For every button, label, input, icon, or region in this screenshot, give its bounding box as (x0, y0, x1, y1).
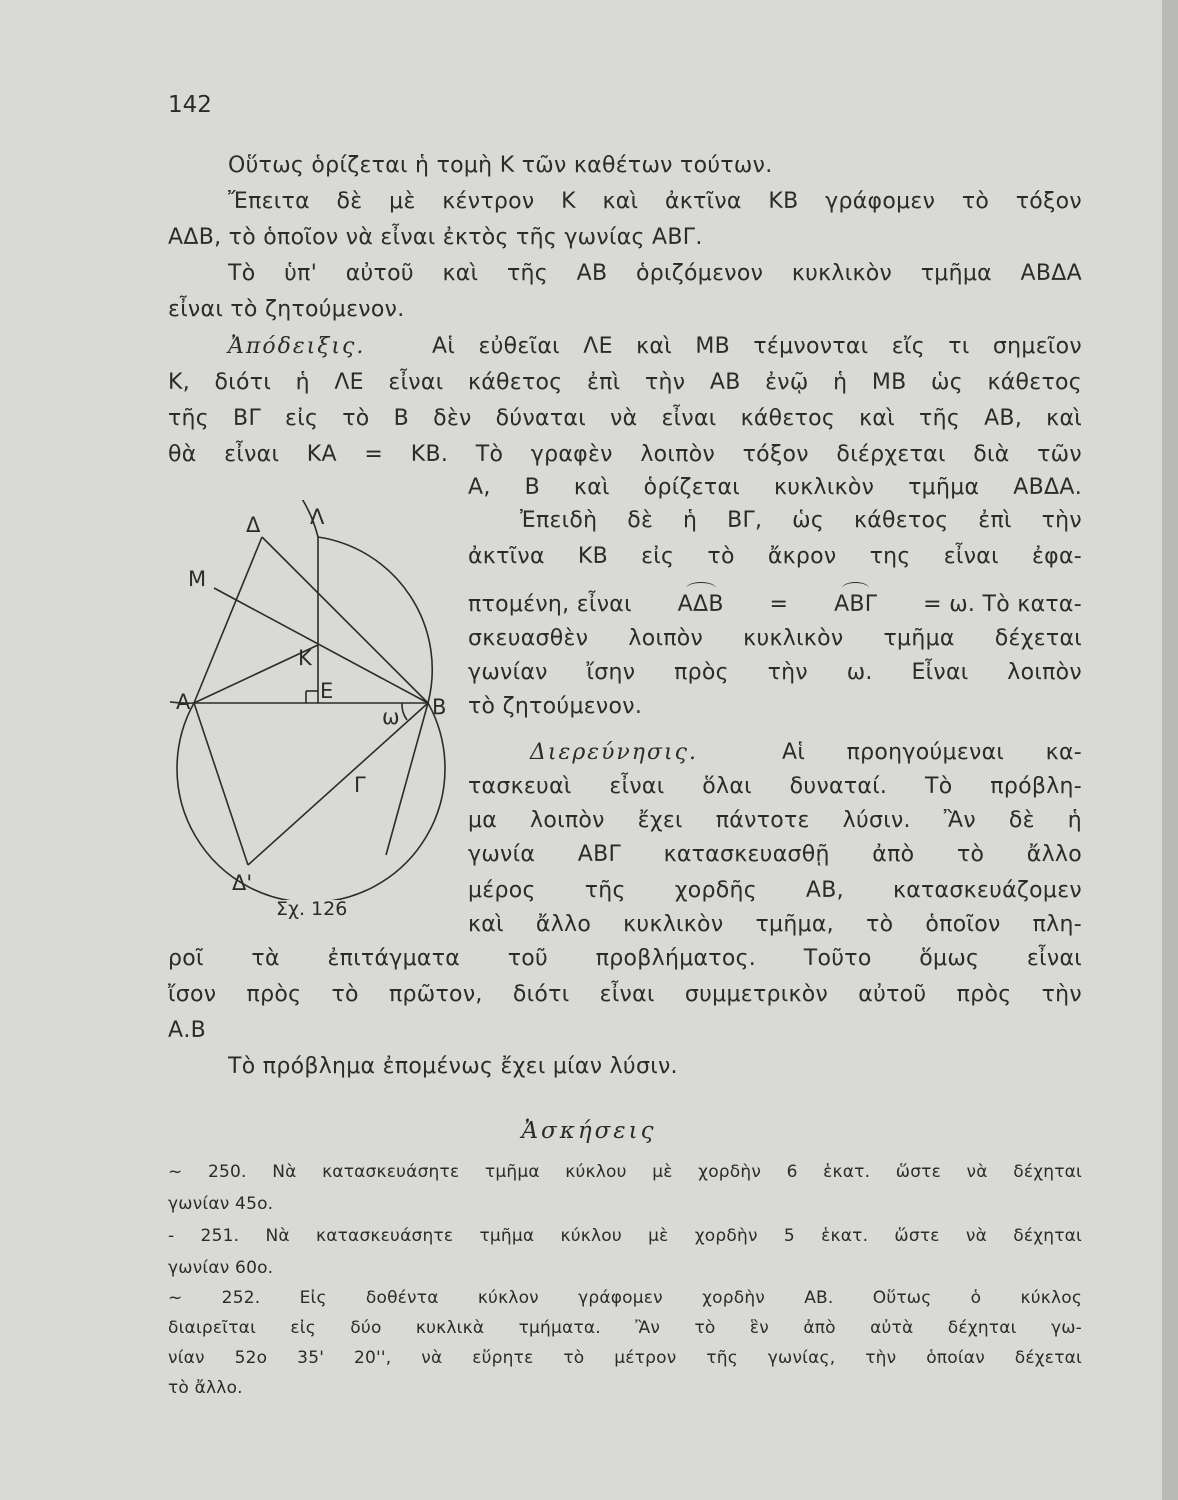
proof-line (228, 334, 1082, 359)
arc-equation-line (468, 592, 1082, 617)
exercise-line: ~ 250. Νὰ κατασκευάσητε τμῆμα κύκλου μὲ χορδὴν 6 ἑκατ. ὥστε νὰ δέχηται (168, 1162, 1082, 1182)
arc-ABG: ΑΒΓ (834, 592, 878, 617)
text-line: Α, Β καὶ ὁρίζεται κυκλικὸν τμῆμα ΑΒΔΑ. (468, 475, 1082, 500)
label-lambda: Λ (310, 505, 325, 529)
page-edge-shadow (1162, 0, 1178, 1500)
text-line: ροῖ τὰ ἐπιτάγματα τοῦ προβλήματος. Τοῦτο ὅμως εἶναι (168, 946, 1082, 971)
label-delta-prime: Δ' (232, 871, 253, 895)
text-line: ἀκτῖνα ΚΒ εἰς τὸ ἄκρον της εἶναι ἐφα- (468, 544, 1082, 569)
proof-heading: Ἀπόδειξις. (228, 334, 366, 359)
angle-omega-arc (402, 703, 407, 720)
text-fragment: = ω. Τὸ κατα- (923, 592, 1082, 617)
text-line: Τὸ ὑπ' αὐτοῦ καὶ τῆς ΑΒ ὁριζόμενον κυκλικὸν τμῆμα ΑΒΔΑ (228, 261, 1082, 286)
line-AD-prime (194, 703, 248, 865)
text-line: εἶναι τὸ ζητούμενον. (168, 297, 405, 322)
discussion-heading: Διερεύνησις. (530, 740, 698, 765)
text-line: Οὕτως ὁρίζεται ἡ τομὴ Κ τῶν καθέτων τούτων. (228, 153, 773, 178)
figure-caption: Σχ. 126 (276, 898, 348, 920)
text-line: θὰ εἶναι ΚΑ = ΚΒ. Τὸ γραφὲν λοιπὸν τόξον διέρχεται διὰ τῶν (168, 442, 1082, 467)
upper-arc (170, 500, 318, 703)
arc-ADB: ΑΔΒ (677, 592, 724, 617)
equals-sign: = (769, 592, 789, 617)
label-kappa: Κ (298, 646, 312, 670)
text-line: Κ, διότι ἡ ΛΕ εἶναι κάθετος ἐπὶ τὴν ΑΒ ἐνῷ ἡ ΜΒ ὡς κάθετος (168, 370, 1082, 395)
lower-arc (177, 703, 445, 900)
discussion-line (530, 740, 1082, 765)
label-epsilon: Ε (320, 679, 334, 703)
label-mu: Μ (188, 567, 207, 591)
text-line: γωνίαν ἴσην πρὸς τὴν ω. Εἶναι λοιπὸν (468, 660, 1082, 685)
text-fragment: πτομένη, εἶναι (468, 592, 632, 617)
text-line: μα λοιπὸν ἔχει πάντοτε λύσιν. Ἂν δὲ ἡ (468, 808, 1082, 833)
label-omega: ω (382, 705, 400, 729)
text-line: μέρος τῆς χορδῆς ΑΒ, κατασκευάζομεν (468, 878, 1082, 903)
label-delta: Δ (246, 513, 261, 537)
page-number: 142 (168, 92, 212, 118)
text-line: ἴσον πρὸς τὸ πρῶτον, διότι εἶναι συμμετρικὸν αὐτοῦ πρὸς τὴν (168, 982, 1082, 1007)
exercise-line: διαιρεῖται εἰς δύο κυκλικὰ τμήματα. Ἂν τὸ ἓν ἀπὸ αὐτὰ δέχηται γω- (168, 1318, 1082, 1338)
text-line: Α.Β (168, 1018, 207, 1043)
exercise-line: τὸ ἄλλο. (168, 1378, 243, 1398)
line-AD (194, 537, 262, 703)
text-line: Αἱ εὐθεῖαι ΛΕ καὶ ΜΒ τέμνονται εἴς τι σημεῖον (432, 334, 1082, 359)
upper-arc-right (318, 537, 432, 703)
geometry-figure (170, 500, 460, 900)
text-line: καὶ ἄλλο κυκλικὸν τμῆμα, τὸ ὁποῖον πλη- (468, 912, 1082, 937)
text-line: Τὸ πρόβλημα ἐπομένως ἔχει μίαν λύσιν. (228, 1054, 678, 1079)
text-line: Ἔπειτα δὲ μὲ κέντρον Κ καὶ ἀκτῖνα ΚΒ γράφομεν τὸ τόξον (228, 189, 1082, 214)
exercise-line: γωνίαν 45ο. (168, 1194, 274, 1214)
exercise-line: γωνίαν 60ο. (168, 1258, 274, 1278)
text-line: γωνία ΑΒΓ κατασκευασθῇ ἀπὸ τὸ ἄλλο (468, 842, 1082, 867)
text-line: σκευασθὲν λοιπὸν κυκλικὸν τμῆμα δέχεται (468, 626, 1082, 651)
exercises-heading: Ἀσκήσεις (521, 1118, 657, 1144)
line-DB (262, 537, 428, 703)
text-line: τασκευαὶ εἶναι ὅλαι δυναταί. Τὸ πρόβλη- (468, 774, 1082, 799)
text-line: ΑΔΒ, τὸ ὁποῖον νὰ εἶναι ἐκτὸς τῆς γωνίας ΑΒΓ. (168, 225, 703, 250)
text-line: Ἐπειδὴ δὲ ἡ ΒΓ, ὡς κάθετος ἐπὶ τὴν (520, 508, 1082, 533)
text-line: τὸ ζητούμενον. (468, 694, 643, 719)
label-alpha: Α (176, 690, 191, 714)
line-D-prime-B (248, 703, 428, 865)
exercise-line: ~ 252. Εἰς δοθέντα κύκλον γράφομεν χορδὴν ΑΒ. Οὕτως ὁ κύκλος (168, 1288, 1082, 1308)
exercise-line: νίαν 52ο 35' 20'', νὰ εὕρητε τὸ μέτρον τῆς γωνίας, τὴν ὁποίαν δέχεται (168, 1348, 1082, 1368)
exercise-line: - 251. Νὰ κατασκευάσητε τμῆμα κύκλου μὲ χορδὴν 5 ἑκατ. ὥστε νὰ δέχηται (168, 1226, 1082, 1246)
label-gamma: Γ (354, 773, 366, 797)
text-line: Αἱ προηγούμεναι κα- (782, 740, 1082, 765)
label-beta: Β (432, 695, 447, 719)
text-line: τῆς ΒΓ εἰς τὸ Β δὲν δύναται νὰ εἶναι κάθετος καὶ τῆς ΑΒ, καὶ (168, 406, 1082, 431)
